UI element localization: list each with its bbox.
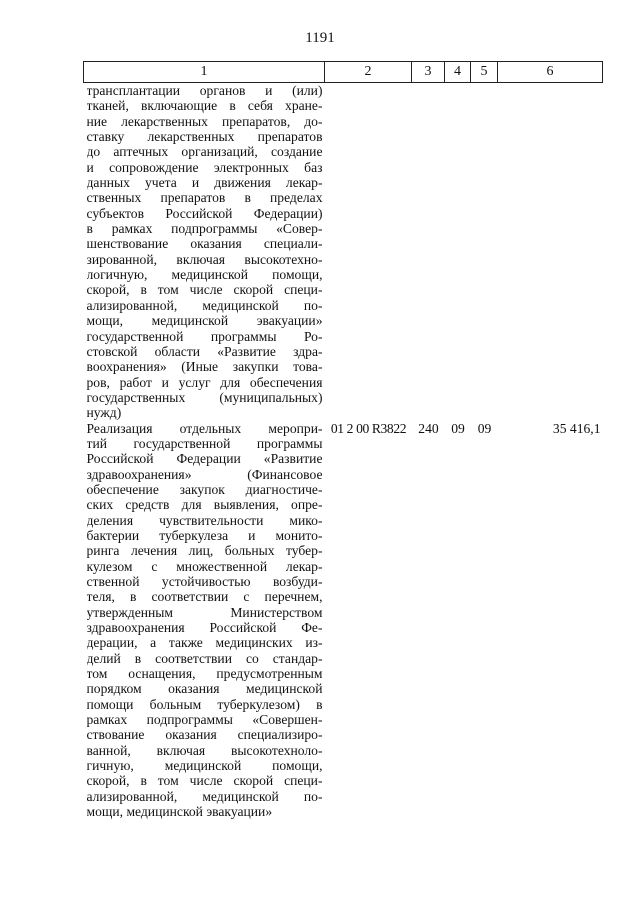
description-line: Российской Федерации «Развитие — [86, 451, 323, 467]
column-header-5: 5 — [471, 62, 498, 83]
description-line: ставку лекарственных препаратов — [86, 129, 323, 145]
description-line: государственных (муниципальных) — [86, 389, 323, 405]
description-line: тий государственной программы — [86, 435, 323, 451]
description-line: стовской области «Развитие здра- — [86, 343, 323, 359]
description-line: шенствование оказания специали- — [86, 236, 323, 252]
description-line: теля, в соответствии с перечнем, — [86, 589, 323, 605]
row-subsection — [471, 83, 498, 421]
row-section: 09 — [451, 420, 465, 436]
description-line: субъектов Российской Федерации) — [86, 205, 323, 221]
description-line: здравоохранения» (Финансовое — [86, 466, 323, 482]
description-line: логичную, медицинской помощи, — [86, 267, 323, 283]
description-line: зированной, включая высокотехно- — [86, 251, 323, 267]
description-line: рамках подпрограммы «Совершен- — [86, 712, 323, 728]
budget-table — [83, 61, 603, 820]
description-line: ствование оказания специализиро- — [86, 727, 323, 743]
page-number: 1191 — [305, 30, 335, 46]
description-line: нужд) — [86, 405, 122, 421]
description-line: данных учета и движения лекар- — [86, 175, 323, 191]
description-line: скорой, в том числе скорой специ- — [86, 773, 323, 789]
column-header-3: 3 — [412, 62, 445, 83]
description-line: мощи, медицинской эвакуации» — [86, 804, 273, 820]
row-description — [84, 83, 325, 421]
description-line: том оснащения, предусмотренным — [86, 666, 323, 682]
table-header — [84, 62, 603, 83]
description-line: дерации, а также медицинских из- — [86, 635, 323, 651]
description-line: ских средств для выявления, опре- — [86, 497, 323, 513]
row-target-code — [325, 83, 412, 421]
description-line: ние лекарственных препаратов, до- — [86, 113, 323, 129]
table-row — [84, 421, 603, 820]
description-line: делий в соответствии со стандар- — [86, 650, 323, 666]
column-header-6: 6 — [498, 62, 603, 83]
row-amount — [498, 83, 603, 421]
description-line: мощи, медицинской эвакуации» — [86, 313, 323, 329]
row-section — [445, 83, 471, 421]
description-line: здравоохранения Российской Фе- — [86, 620, 323, 636]
description-line: воохранения» (Иные закупки това- — [86, 359, 323, 375]
table-row — [84, 83, 603, 421]
description-line: гичную, медицинской помощи, — [86, 758, 323, 774]
description-line: Реализация отдельных меропри- — [86, 420, 323, 436]
description-line: кулезом с множественной лекар- — [86, 558, 323, 574]
description-line: бактерии туберкулеза и монито- — [86, 527, 323, 543]
description-line: до аптечных организаций, создание — [86, 144, 323, 160]
column-header-2: 2 — [325, 62, 412, 83]
description-line: деления чувствительности мико- — [86, 512, 323, 528]
row-subsection: 09 — [477, 420, 492, 436]
description-line: ственной устойчивостью возбуди- — [86, 574, 323, 589]
description-line: скорой, в том числе скорой специ- — [86, 282, 323, 298]
description-line: ров, работ и услуг для обеспечения — [86, 374, 323, 390]
header-row — [84, 62, 603, 83]
description-line: помощи больным туберкулезом) в — [86, 696, 323, 712]
row-expense-type — [412, 83, 445, 421]
description-line: тканей, включающие в себя хране- — [86, 98, 323, 114]
description-line: ванной, включая высокотехноло- — [86, 742, 323, 758]
description-line: государственной программы Ро- — [86, 328, 323, 344]
description-line: утвержденным Министерством — [86, 604, 323, 620]
description-line: обеспечение закупок диагностиче- — [86, 481, 323, 497]
row-expense-type: 240 — [418, 420, 439, 436]
table-body — [84, 83, 603, 820]
description-line: ализированной, медицинской по- — [86, 297, 323, 313]
row-description — [84, 421, 325, 820]
row-target-code: 01 2 00 R3822 — [330, 420, 407, 436]
description-line: ализированной, медицинской по- — [86, 788, 323, 804]
column-header-4: 4 — [445, 62, 471, 83]
description-line: в рамках подпрограммы «Совер- — [86, 221, 323, 237]
description-line: и сопровождение электронных баз — [86, 159, 323, 175]
description-line: порядком оказания медицинской — [86, 681, 323, 697]
description-line: трансплантации органов и (или) — [86, 83, 323, 98]
column-header-1: 1 — [84, 62, 325, 83]
row-amount: 35 416,1 — [552, 420, 601, 436]
description-line: ринга лечения лиц, больных тубер- — [86, 543, 323, 559]
description-line: ственных препаратов в пределах — [86, 190, 323, 206]
